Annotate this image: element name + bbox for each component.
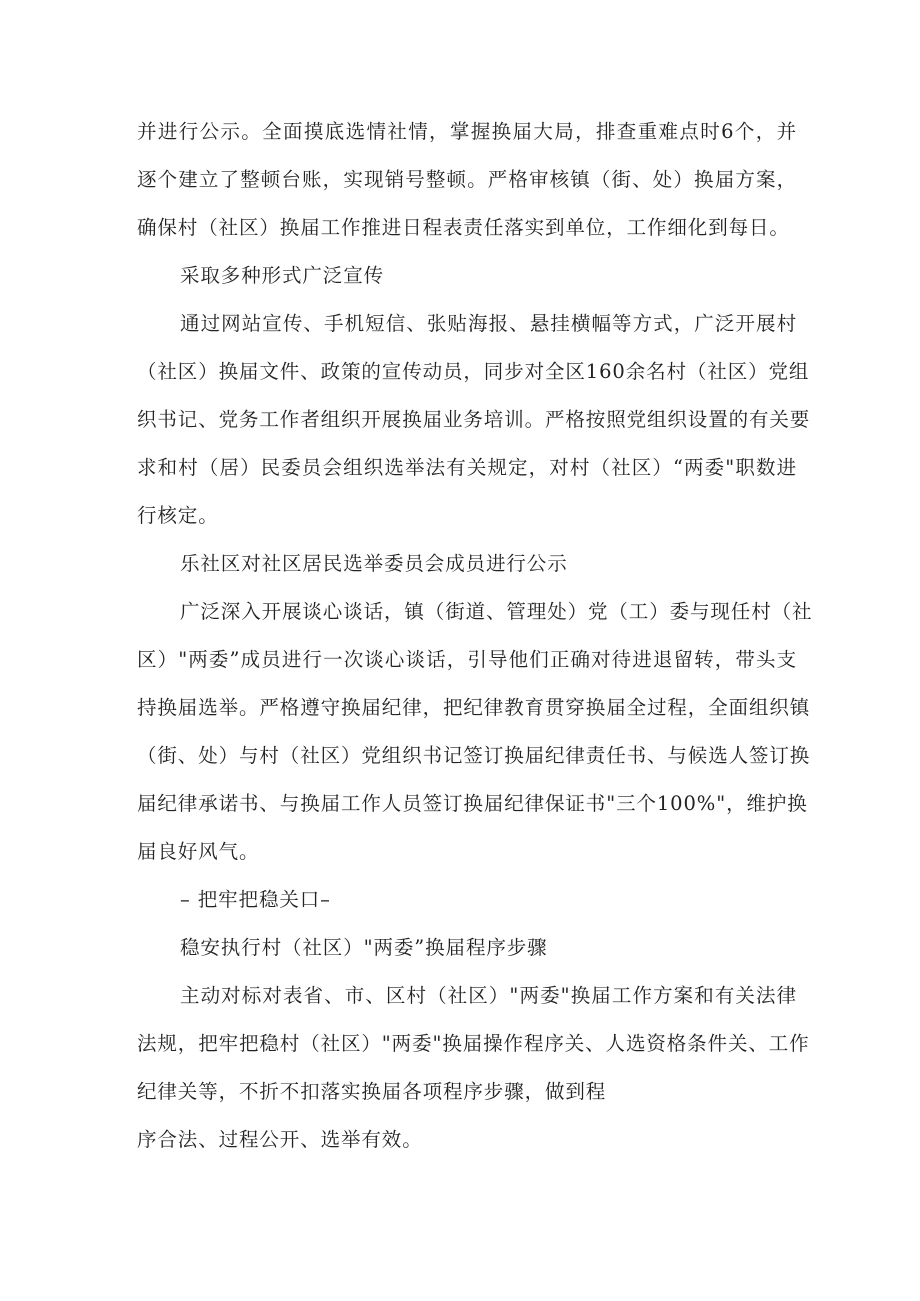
paragraph-line: 并进行公示。全面摸底选情社情，掌握换届大局，排查重难点时6个，并 — [137, 120, 797, 143]
paragraph-line: 持换届选举。严格遵守换届纪律，把纪律教育贯穿换届全过程，全面组织镇 — [137, 696, 811, 719]
paragraph-line: 广泛深入开展谈心谈话，镇（街道、管理处）党（工）委与现任村（社 — [180, 600, 813, 623]
paragraph-line: 纪律关等，不折不扣落实换届各项程序步骤，做到程 — [137, 1080, 607, 1103]
paragraph-line: 行核定。 — [137, 504, 219, 527]
paragraph-line: （社区）换届文件、政策的宣传动员，同步对全区160余名村（社区）党组 — [137, 360, 810, 383]
section-heading: – 把牢把稳关口– — [180, 888, 331, 911]
paragraph-line: 求和村（居）民委员会组织选举法有关规定，对村（社区）“两委"职数进 — [137, 456, 797, 479]
paragraph-line: 序合法、过程公开、选举有效。 — [137, 1128, 423, 1151]
section-heading: 采取多种形式广泛宣传 — [180, 264, 385, 287]
paragraph-line: 逐个建立了整顿台账，实现销号整顿。严格审核镇（街、处）换届方案， — [137, 168, 797, 191]
paragraph-line: 主动对标对表省、市、区村（社区）"两委"换届工作方案和有关法律 — [180, 984, 797, 1007]
paragraph-line: 织书记、党务工作者组织开展换届业务培训。严格按照党组织设置的有关要 — [137, 408, 811, 431]
paragraph-line: 通过网站宣传、手机短信、张贴海报、悬挂横幅等方式，广泛开展村 — [180, 312, 797, 335]
paragraph-line: 确保村（社区）换届工作推进日程表责任落实到单位，工作细化到每日。 — [137, 216, 790, 239]
paragraph-line: （街、处）与村（社区）党组织书记签订换届纪律责任书、与候选人签订换 — [137, 744, 811, 767]
paragraph-line: 届纪律承诺书、与换届工作人员签订换届纪律保证书"三个100%"，维护换 — [137, 792, 808, 815]
paragraph-line: 法规，把牢把稳村（社区）"两委"换届操作程序关、人选资格条件关、工作 — [137, 1032, 810, 1055]
section-heading: 稳安执行村（社区）"两委”换届程序步骤 — [180, 936, 548, 959]
paragraph-line: 区）"两委”成员进行一次谈心谈话，引导他们正确对待进退留转，带头支 — [137, 648, 797, 671]
paragraph-line: 届良好风气。 — [137, 840, 260, 863]
section-heading: 乐社区对社区居民选举委员会成员进行公示 — [180, 552, 568, 575]
